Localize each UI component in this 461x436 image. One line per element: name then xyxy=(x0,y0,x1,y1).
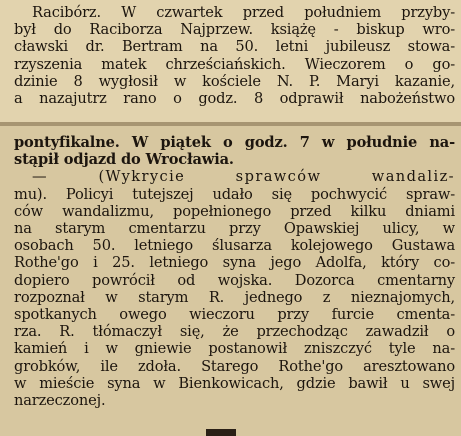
text-line: stąpił odjazd do Wrocławia. xyxy=(14,151,234,169)
text-line: narzeczonej. xyxy=(14,392,106,410)
upper-clipping xyxy=(0,0,461,124)
text-line: Racibórz. W czwartek przed południem przyby- xyxy=(32,4,455,21)
text-line: ców wandalizmu, popełnionego przed kilku dniami xyxy=(14,202,455,220)
text-line: rza. R. tłómaczył się, że przechodząc zawadził o xyxy=(14,323,455,341)
text-line: rozpoznał w starym R. jednego z nieznajomych, xyxy=(14,288,455,306)
text-line: grobków, ile zdoła. Starego Rothe'go aresztowano xyxy=(14,357,455,375)
text-line: w mieście syna w Bienkowicach, gdzie bawił u swej xyxy=(14,374,455,392)
text-line: osobach 50. letniego ślusarza kolejowego Gustawa xyxy=(14,237,455,255)
text-line: dopiero powrócił od wojska. Dozorca cmentarny xyxy=(14,271,455,289)
text-line: pontyfikalne. W piątek o godz. 7 w południe na- xyxy=(14,134,455,151)
text-line: a nazajutrz rano o godz. 8 odprawił nabożeństwo xyxy=(14,90,455,108)
text-line: Rothe'go i 25. letniego syna jego Adolfa, który co- xyxy=(14,254,455,272)
text-line: dzinie 8 wygłosił w kościele N. P. Maryi kazanie, xyxy=(14,72,455,90)
text-line: mu). Policyi tutejszej udało się pochwycić spraw- xyxy=(14,185,455,203)
text-line: na starym cmentarzu przy Opawskiej ulicy, w xyxy=(14,220,455,238)
text-line: rzyszenia matek chrześciańskich. Wieczorem o go- xyxy=(14,55,455,73)
lower-clipping xyxy=(0,126,461,436)
section-heading: — (Wykrycie sprawców wandaliz- xyxy=(32,168,455,186)
text-line: kamień i w gniewie postanowił zniszczyć tyle na- xyxy=(14,340,455,358)
column-rule-mark xyxy=(206,429,236,436)
text-line: był do Raciborza Najprzew. książę - biskup wro- xyxy=(14,21,455,39)
text-line: spotkanych owego wieczoru przy furcie cmenta- xyxy=(14,306,455,324)
text-line: cławski dr. Bertram na 50. letni jubileusz stowa- xyxy=(14,38,455,56)
